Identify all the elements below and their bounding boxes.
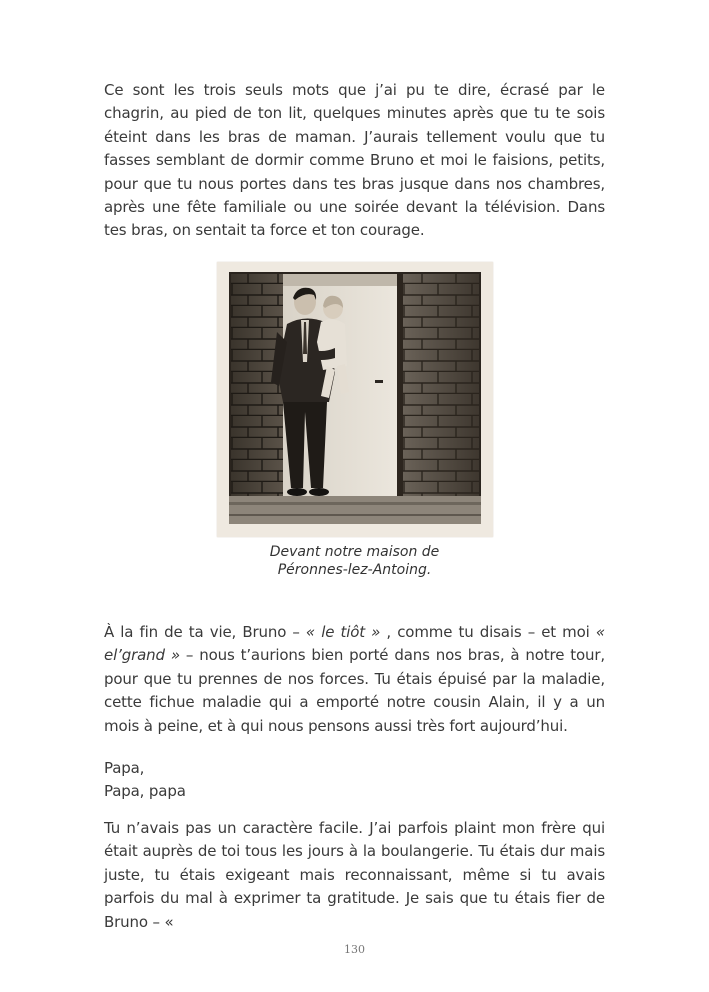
paragraph-3-line-2: Papa, papa bbox=[104, 782, 186, 801]
paragraph-2-text-2: , comme tu disais – et moi bbox=[380, 623, 596, 641]
photo-caption-line-2: Péronnes-lez-Antoing. bbox=[277, 562, 432, 578]
body-paragraph-4: Tu n’avais pas un caractère facile. J’ai parfois plaint mon frère qui était auprès de toi tous les jours à la boulangerie. Tu étais dur mais juste, tu étais exigeant mais reconnaissant, même si tu avais parfois du mal à exprimer ta gratitude. Je sais que tu étais fier de Bruno – « bbox=[104, 819, 605, 931]
page-number: 130 bbox=[344, 943, 365, 956]
paragraph-3-line-1: Papa, bbox=[104, 759, 145, 777]
paragraph-2-quote-2: « el’grand » bbox=[104, 623, 605, 665]
body-paragraph-1: Ce sont les trois seuls mots que j’ai pu te dire, écrasé par le chagrin, au pied de ton lit, quelques minutes après que tu te sois éteint dans les bras de maman. J’aurais tellement voulu que tu fasses semblant de dormir comme Bruno et moi le faisions, petits, pour que tu nous portes dans tes bras jusque dans nos chambres, après une fête familiale ou une soirée devant la télévision. Dans tes bras, on sentait ta force et ton courage. bbox=[104, 81, 605, 240]
family-photo bbox=[217, 262, 493, 537]
body-paragraph-3 bbox=[104, 757, 605, 804]
paragraph-2-quote-1: « le tiôt » bbox=[305, 623, 381, 641]
photo-caption-line-1: Devant notre maison de bbox=[269, 544, 440, 560]
body-paragraph-2 bbox=[104, 621, 605, 738]
paragraph-2-text-1: À la fin de ta vie, Bruno – bbox=[104, 623, 306, 641]
photo-caption bbox=[200, 543, 509, 579]
paragraph-2-text-3: – nous t’aurions bien porté dans nos bras, à notre tour, pour que tu prennes de nos forces. Tu étais épuisé par la maladie, cette fichue maladie qui a emporté notre cousin Alain, il y a un mois à peine, et à qui nous pensons aussi très fort aujourd’hui. bbox=[104, 646, 605, 735]
